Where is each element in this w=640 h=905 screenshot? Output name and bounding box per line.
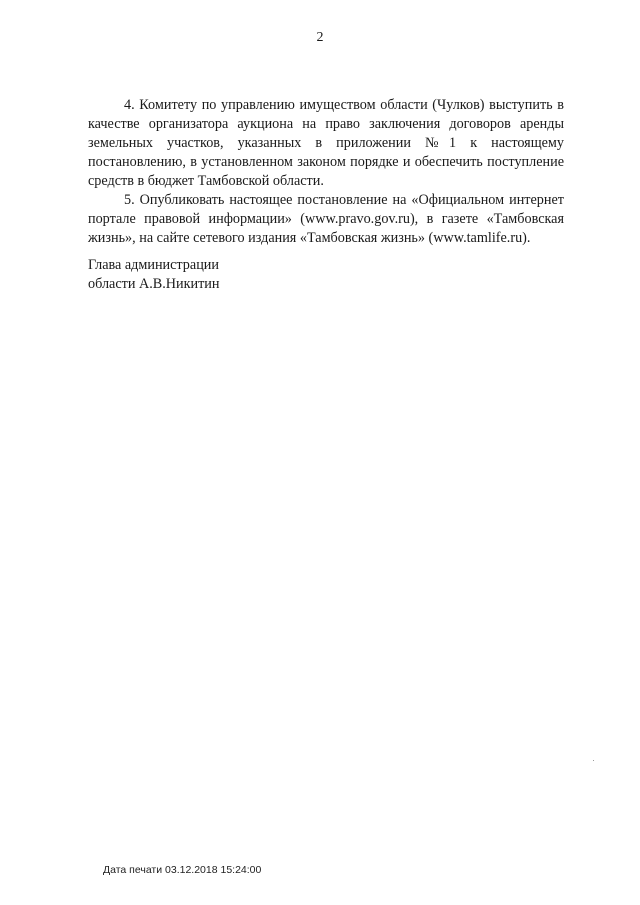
signature-block xyxy=(88,256,219,294)
scan-speck xyxy=(593,760,594,761)
paragraph-item-4: 4. Комитету по управлению имуществом области (Чулков) выступить в качестве организатора аукциона на право заключения договоров аренды земельных участков, указанных в приложении №1 к настоящему постановлению, в установленном законом порядке и обеспечить поступление средств в бюджет Тамбовской области. xyxy=(88,97,564,189)
paragraph-item-5: 5. Опубликовать настоящее постановление на «Официальном интернет портале правовой информации» (www.pravo.gov.ru), в газете «Тамбовская жизнь», на сайте сетевого издания «Тамбовская жизнь» (www.tamlife.ru). xyxy=(88,192,564,246)
print-date: Дата печати 03.12.2018 15:24:00 xyxy=(103,864,262,876)
signature-title: Глава администрации xyxy=(88,257,219,273)
signature-name: области А.В.Никитин xyxy=(88,276,220,292)
document-body xyxy=(88,96,564,248)
page-number: 2 xyxy=(316,30,324,45)
